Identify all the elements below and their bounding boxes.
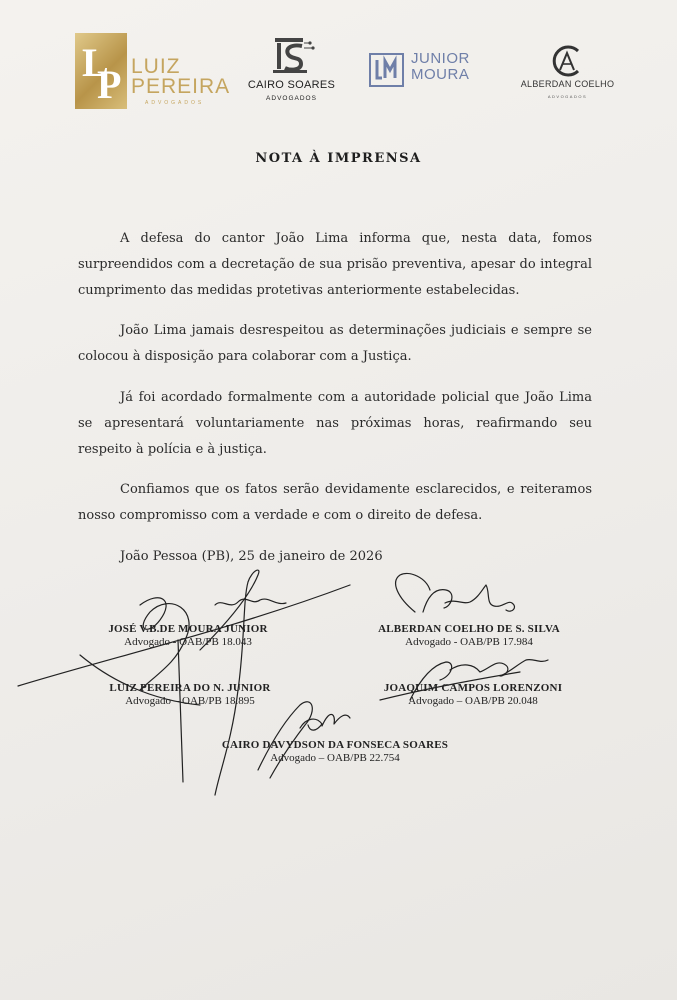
signatory-name: LUIZ PEREIRA DO N. JUNIOR xyxy=(109,682,271,694)
junior-moura-name xyxy=(411,51,470,83)
signatory-role: Advogado - OAB/PB 18.043 xyxy=(124,636,252,648)
body-paragraph: A defesa do cantor João Lima informa que, nesta data, fomos surpreendidos com a decretação de sua prisão preventiva, apesar do integral cumprimento das medidas protetivas anteriormente estabelecidas. xyxy=(78,231,592,298)
body-paragraph: Já foi acordado formalmente com a autoridade policial que João Lima se apresentará voluntariamente nas próximas horas, reafirmando seu respeito à polícia e à justiça. xyxy=(78,389,592,457)
cairo-soares-name: CAIRO SOARES xyxy=(247,79,336,91)
alberdan-coelho-name: ALBERDAN COELHO xyxy=(520,79,615,89)
body-paragraph: Confiamos que os fatos serão devidamente esclarecidos, e reiteramos nosso compromisso com a verdade e com o direito de defesa. xyxy=(78,482,592,524)
document-title: NOTA À IMPRENSA xyxy=(255,151,422,166)
signatory-role: Advogado - OAB/PB 17.984 xyxy=(405,636,533,648)
signatory-role: Advogado – OAB/PB 20.048 xyxy=(408,695,538,707)
body-paragraph: João Lima jamais desrespeitou as determinações judiciais e sempre se colocou à disposição para colaborar com a Justiça. xyxy=(78,323,592,365)
junior-moura-logo xyxy=(368,50,488,90)
cairo-soares-emblem-icon xyxy=(244,34,339,78)
luiz-pereira-logo-name xyxy=(131,57,230,97)
alberdan-coelho-subtitle: ADVOGADOS xyxy=(547,94,588,99)
document-body xyxy=(78,226,592,585)
signature-block xyxy=(365,623,573,648)
cairo-soares-logo xyxy=(244,34,344,110)
signature-block xyxy=(95,623,281,648)
signature-block xyxy=(205,739,465,764)
lp-name-line2: PEREIRA xyxy=(131,75,231,98)
junior-moura-emblem-icon xyxy=(368,52,406,88)
signatory-name: ALBERDAN COELHO DE S. SILVA xyxy=(378,623,560,635)
jm-name-line1: JUNIOR xyxy=(411,50,470,67)
signatory-role: Advogado – OAB/PB 22.754 xyxy=(270,752,400,764)
cairo-soares-subtitle: ADVOGADOS xyxy=(266,95,317,102)
lp-name-line1: LUIZ xyxy=(131,55,181,78)
jm-name-line2: MOURA xyxy=(411,66,470,83)
signatory-name: JOSÉ V.B.DE MOURA JUNIOR xyxy=(108,623,268,635)
signature-block xyxy=(370,682,576,707)
lp-monogram-icon: L P xyxy=(75,33,127,109)
luiz-pereira-logo xyxy=(75,33,231,113)
alberdan-coelho-emblem-icon xyxy=(515,43,620,77)
signature-block xyxy=(97,682,283,707)
signatory-name: JOAQUIM CAMPOS LORENZONI xyxy=(383,682,563,694)
lp-subtitle: ADVOGADOS xyxy=(145,100,205,106)
alberdan-coelho-logo xyxy=(515,43,620,113)
signatory-role: Advogado – OAB/PB 18.895 xyxy=(125,695,255,707)
signatory-name: CAIRO DAVYDSON DA FONSECA SOARES xyxy=(221,739,449,751)
place-date: João Pessoa (PB), 25 de janeiro de 2026 xyxy=(120,548,383,564)
